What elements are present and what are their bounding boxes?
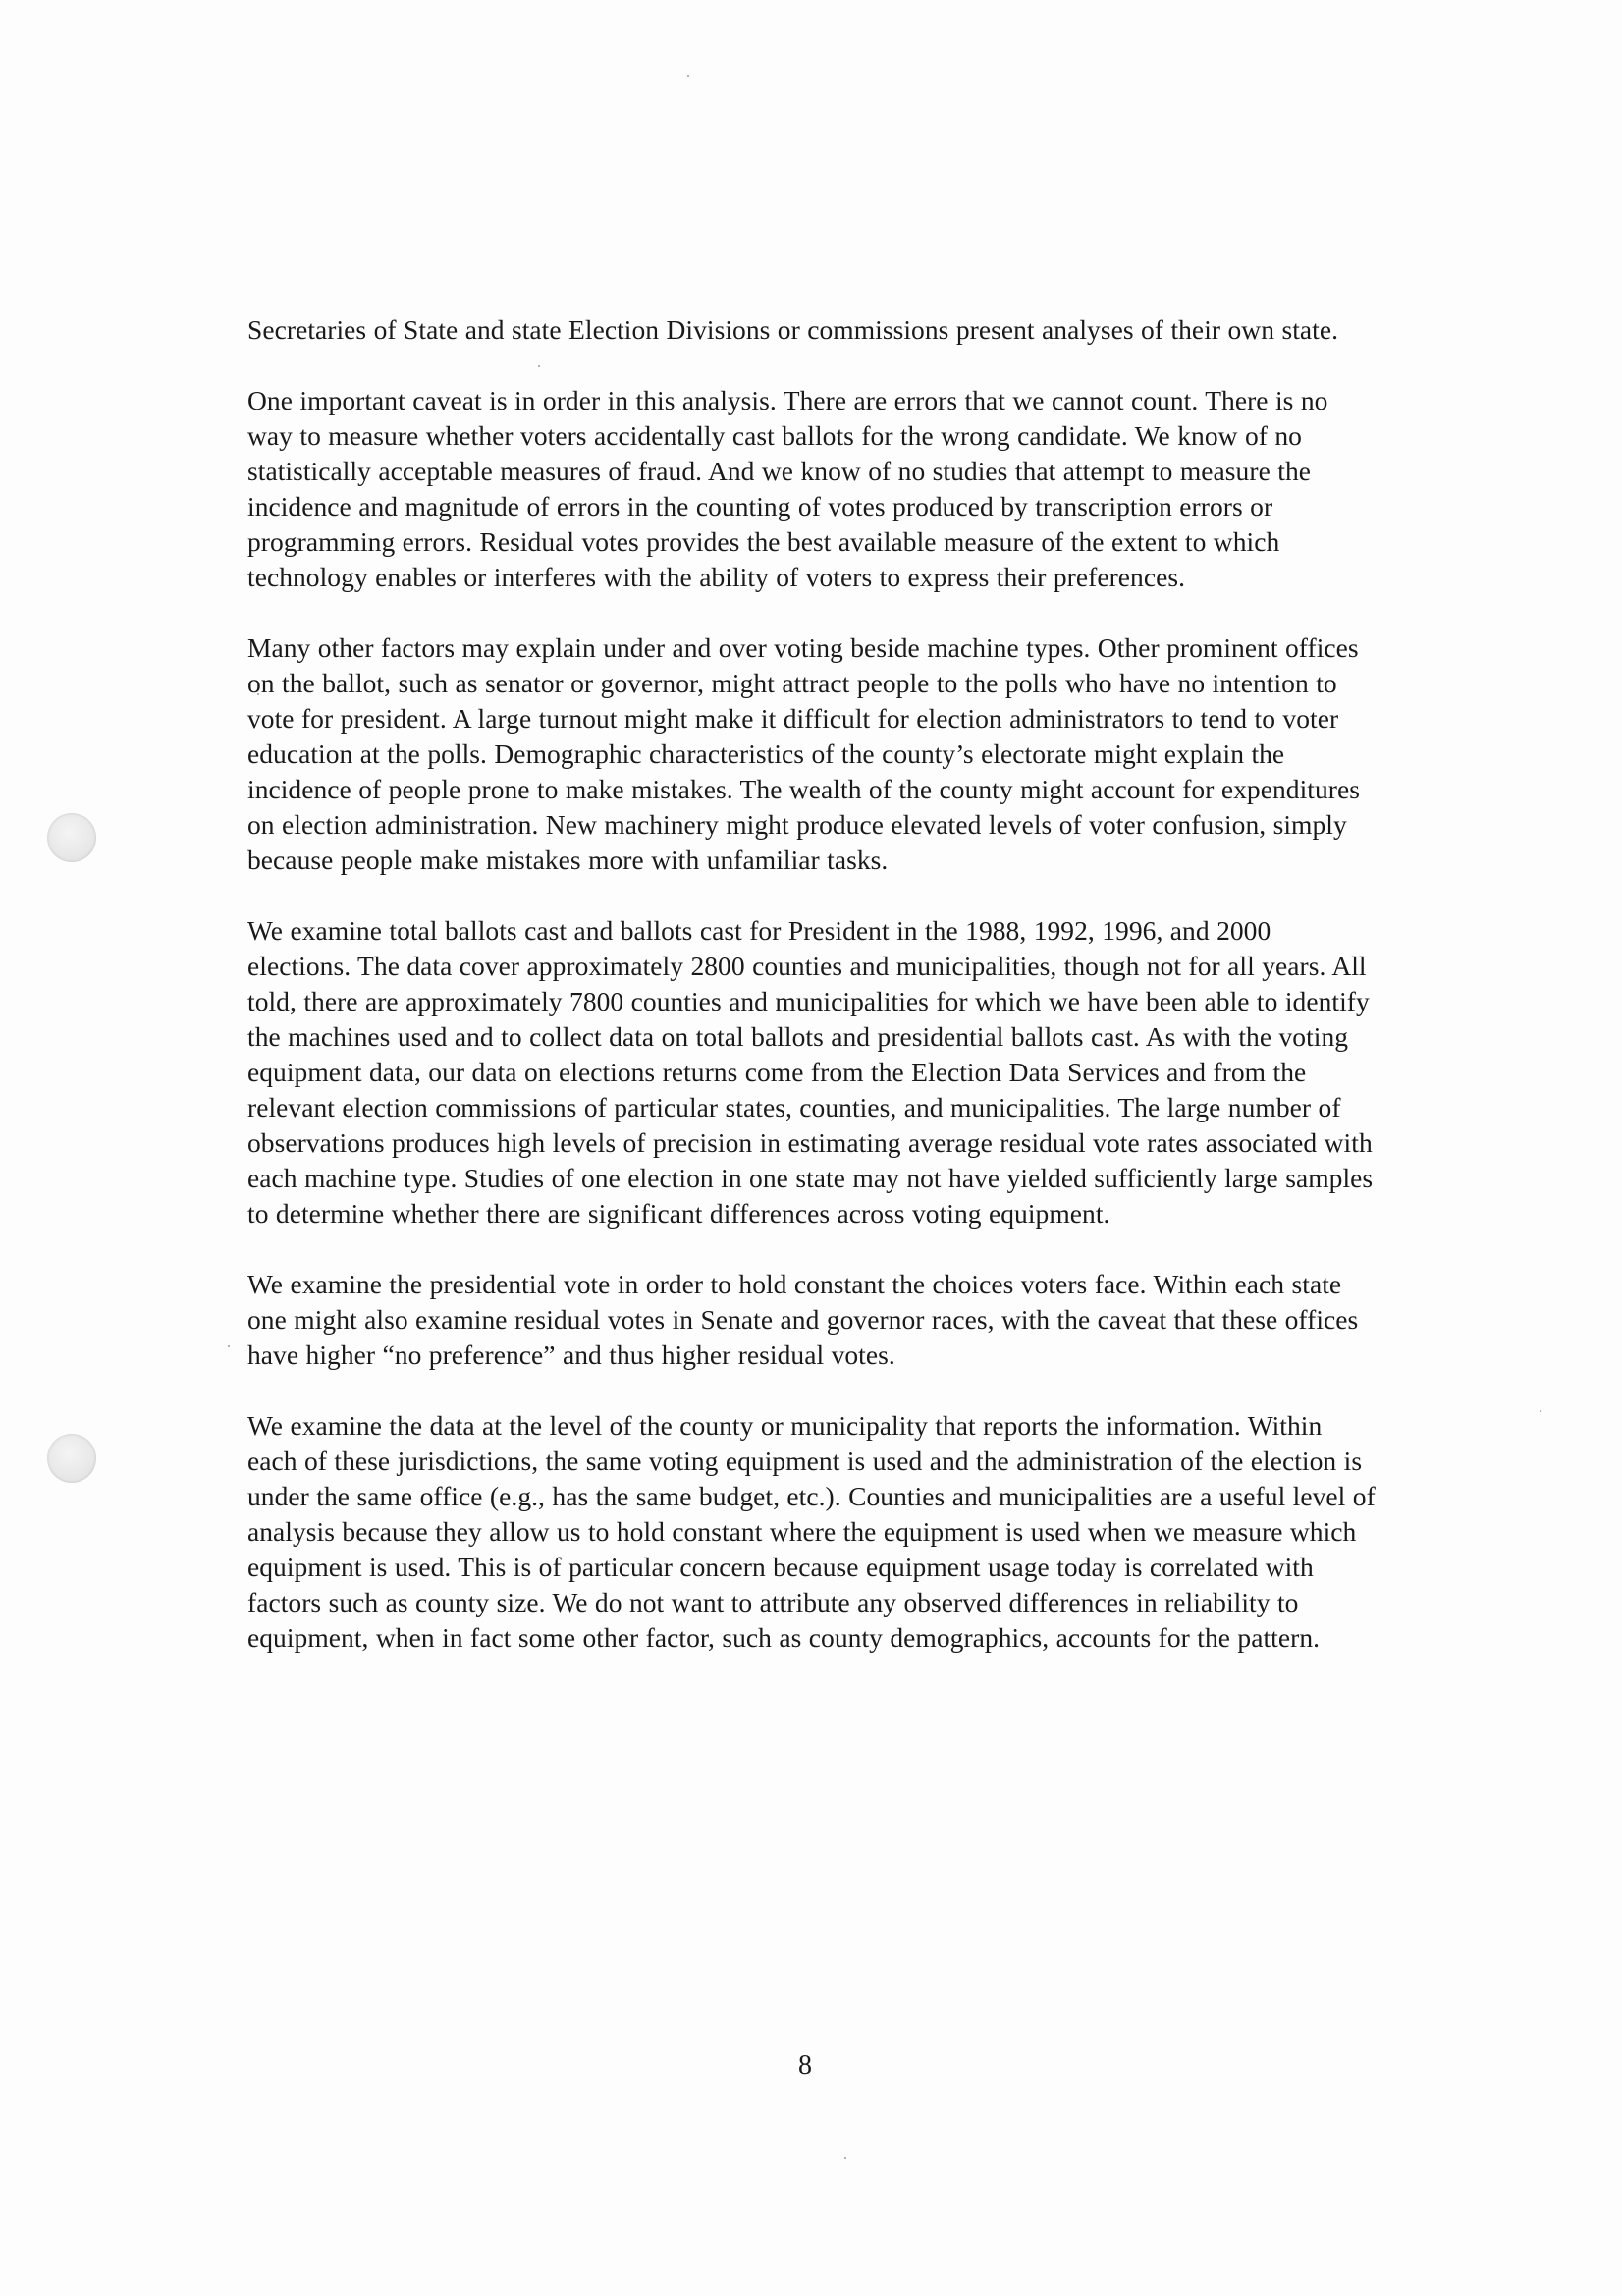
paragraph: We examine total ballots cast and ballots cast for President in the 1988, 1992, 1996, and 2000 elections. The data cover approximately 2800 counties and municipalities, though not for all years. All told, there are approximately 7800 counties and municipalities for which we have been able to identify the machines used and to collect data on total ballots and presidential ballots cast. As with the voting equipment data, our data on elections returns come from the Election Data Services and from the relevant election commissions of particular states, counties, and municipalities. The large number of observations produces high levels of precision in estimating average residual vote rates associated with each machine type. Studies of one election in one state may not have yielded sufficiently large samples to determine whether there are significant differences across voting equipment. [247,915,1374,1229]
paragraph: One important caveat is in order in this analysis. There are errors that we cannot count. There is no way to measure whether voters accidentally cast ballots for the wrong candidate. We know of no statistically acceptable measures of fraud. And we know of no studies that attempt to measure the incidence and magnitude of errors in the counting of votes produced by transcription errors or programming errors. Residual votes provides the best available measure of the extent to which technology enables or interferes with the ability of voters to express their preferences. [247,385,1328,592]
scan-speck [844,2157,846,2159]
paragraph: Many other factors may explain under and over voting beside machine types. Other prominent offices on the ballot, such as senator or governor, might attract people to the polls who have no intention to vote for president. A large turnout might make it difficult for election administrators to tend to voter education at the polls. Demographic characteristics of the county’s electorate might explain the incidence of people prone to make mistakes. The wealth of the county might account for expenditures on election administration. New machinery might produce elevated levels of voter confusion, simply because people make mistakes more with unfamiliar tasks. [247,632,1360,875]
scan-speck [1540,1410,1541,1412]
body-text [247,312,1377,1691]
paragraph: We examine the presidential vote in order to hold constant the choices voters face. Within each state one might also examine residual votes in Senate and governor races, with the caveat that these offices have higher “no preference” and thus higher residual votes. [247,1269,1359,1370]
scan-speck [228,1345,230,1347]
punch-hole [47,813,96,862]
paragraph: Secretaries of State and state Election Divisions or commissions present analyses of their own state. [247,314,1339,345]
paragraph: We examine the data at the level of the county or municipality that reports the information. Within each of these jurisdictions, the same voting equipment is used and the administration of the election is under the same office (e.g., has the same budget, etc.). Counties and municipalities are a useful level of analysis because they allow us to hold constant where the equipment is used when we measure which equipment is used. This is of particular concern because equipment usage today is correlated with factors such as county size. We do not want to attribute any observed differences in reliability to equipment, when in fact some other factor, such as county demographics, accounts for the pattern. [247,1410,1376,1653]
punch-hole [47,1434,96,1483]
scan-speck [687,75,689,77]
page-number: 8 [798,2050,812,2081]
